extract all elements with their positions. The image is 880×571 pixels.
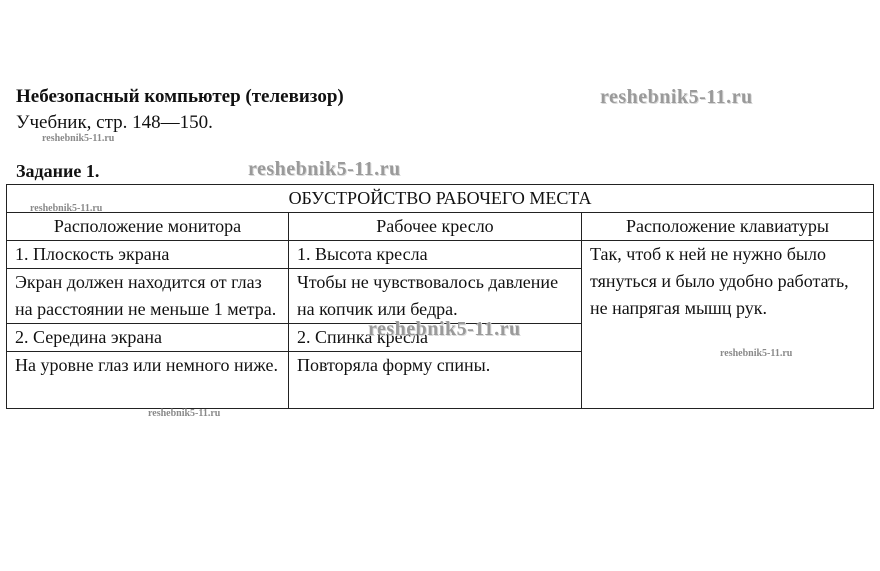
document-subtitle: Учебник, стр. 148—150. bbox=[16, 112, 213, 133]
watermark-small: reshebnik5-11.ru bbox=[148, 408, 221, 419]
watermark-small: reshebnik5-11.ru bbox=[30, 203, 103, 214]
column-header-chair: Рабочее кресло bbox=[289, 213, 582, 241]
chair-item2-title: 2. Спинка кресла bbox=[289, 324, 582, 352]
watermark-large: reshebnik5-11.ru bbox=[600, 86, 753, 108]
document-title: Небезопасный компьютер (телевизор) bbox=[16, 86, 344, 107]
chair-item1-text: Чтобы не чувствовалось давление на копчик или бедра. bbox=[289, 269, 582, 324]
chair-item2-text: Повторяла форму спины. bbox=[289, 352, 582, 409]
column-header-monitor: Расположение монитора bbox=[7, 213, 289, 241]
workplace-table bbox=[6, 184, 874, 409]
column-header-keyboard: Расположение клавиатуры bbox=[582, 213, 874, 241]
watermark-small: reshebnik5-11.ru bbox=[42, 133, 115, 144]
table-header: ОБУСТРОЙСТВО РАБОЧЕГО МЕСТА bbox=[7, 185, 874, 213]
watermark-large: reshebnik5-11.ru bbox=[368, 318, 521, 340]
monitor-item2-title: 2. Середина экрана bbox=[7, 324, 289, 352]
monitor-item1-title: 1. Плоскость экрана bbox=[7, 241, 289, 269]
monitor-item1-text: Экран должен находится от глаз на расстоянии не меньше 1 метра. bbox=[7, 269, 289, 324]
watermark-small: reshebnik5-11.ru bbox=[720, 348, 793, 359]
task-heading: Задание 1. bbox=[16, 161, 100, 181]
chair-item1-title: 1. Высота кресла bbox=[289, 241, 582, 269]
keyboard-cell: Так, чтоб к ней не нужно было тянуться и было удобно работать, не напрягая мышц рук. bbox=[582, 241, 874, 409]
monitor-item2-text: На уровне глаз или немного ниже. bbox=[7, 352, 289, 409]
watermark-large: reshebnik5-11.ru bbox=[248, 158, 401, 180]
